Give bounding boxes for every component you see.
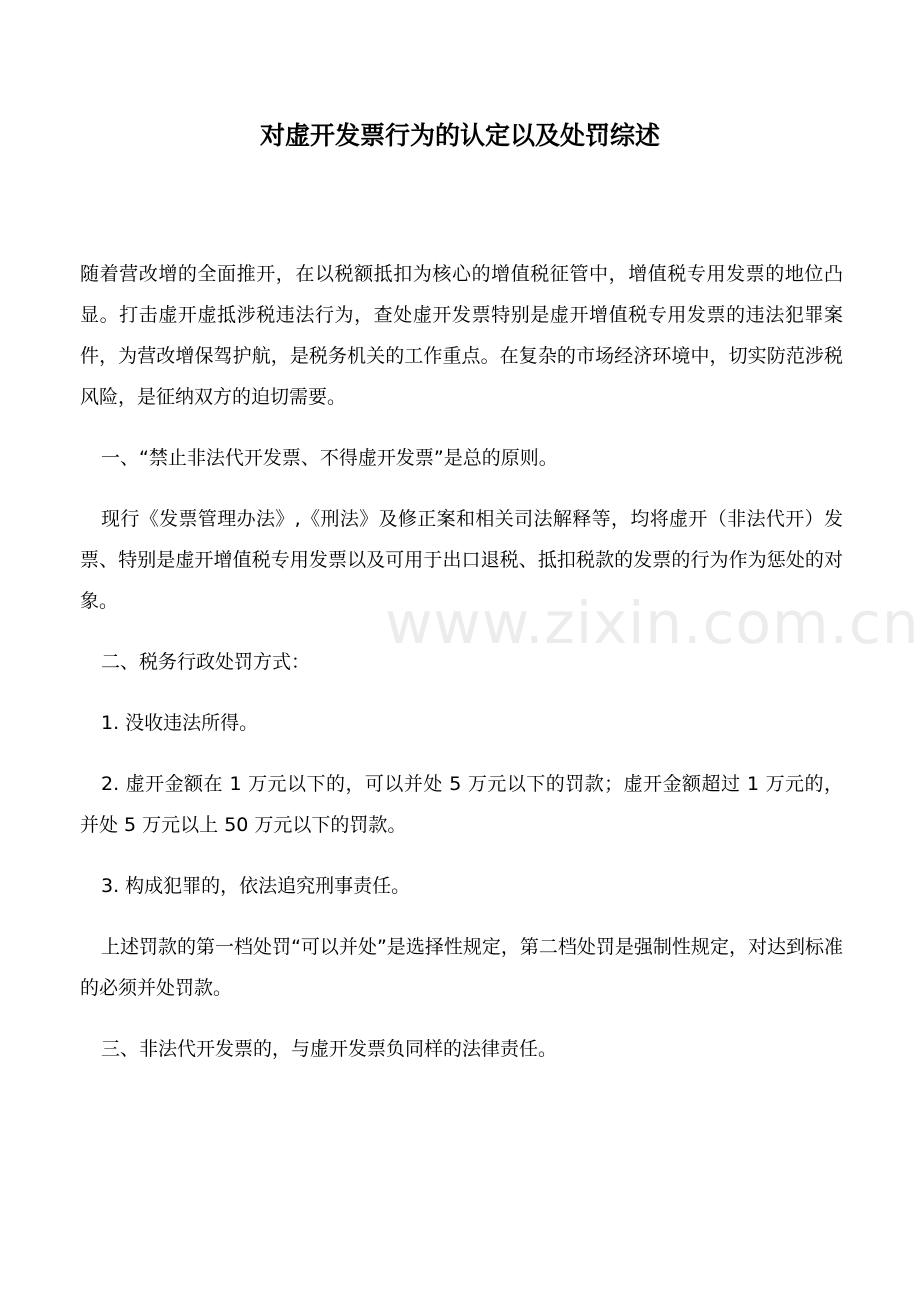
document-body <box>80 254 843 1090</box>
paragraph-intro: 随着营改增的全面推开，在以税额抵扣为核心的增值税征管中，增值税专用发票的地位凸显。打击虚开虚抵涉税违法行为，查处虚开发票特别是虚开增值税专用发票的违法犯罪案件，为营改增保驾护航，是税务机关的工作重点。在复杂的市场经济环境中，切实防范涉税风险，是征纳双方的迫切需要。 <box>80 263 843 408</box>
section-heading-3: 三、非法代开发票的，与虚开发票负同样的法律责任。 <box>101 1038 558 1060</box>
paragraph-fine-notes: 上述罚款的第一档处罚“可以并处”是选择性规定，第二档处罚是强制性规定，对达到标准的必须并处罚款。 <box>80 936 843 999</box>
list-item-1: 1. 没收违法所得。 <box>101 712 259 734</box>
section-heading-1: 一、“禁止非法代开发票、不得虚开发票”是总的原则。 <box>101 447 558 469</box>
paragraph-regulations: 现行《发票管理办法》,《刑法》及修正案和相关司法解释等，均将虚开（非法代开）发票、特别是虚开增值税专用发票以及可用于出口退税、抵扣税款的发票的行为作为惩处的对象。 <box>80 508 843 612</box>
list-item-3: 3. 构成犯罪的，依法追究刑事责任。 <box>101 875 411 897</box>
watermark-text: www.zixin.com.cn <box>385 589 920 657</box>
section-heading-2: 二、税务行政处罚方式： <box>101 651 311 673</box>
document-title: 对虚开发票行为的认定以及处罚综述 <box>259 121 660 150</box>
list-item-2: 2. 虚开金额在 1 万元以下的，可以并处 5 万元以下的罚款；虚开金额超过 1 万元的，并处 5 万元以上 50 万元以下的罚款。 <box>80 773 843 836</box>
